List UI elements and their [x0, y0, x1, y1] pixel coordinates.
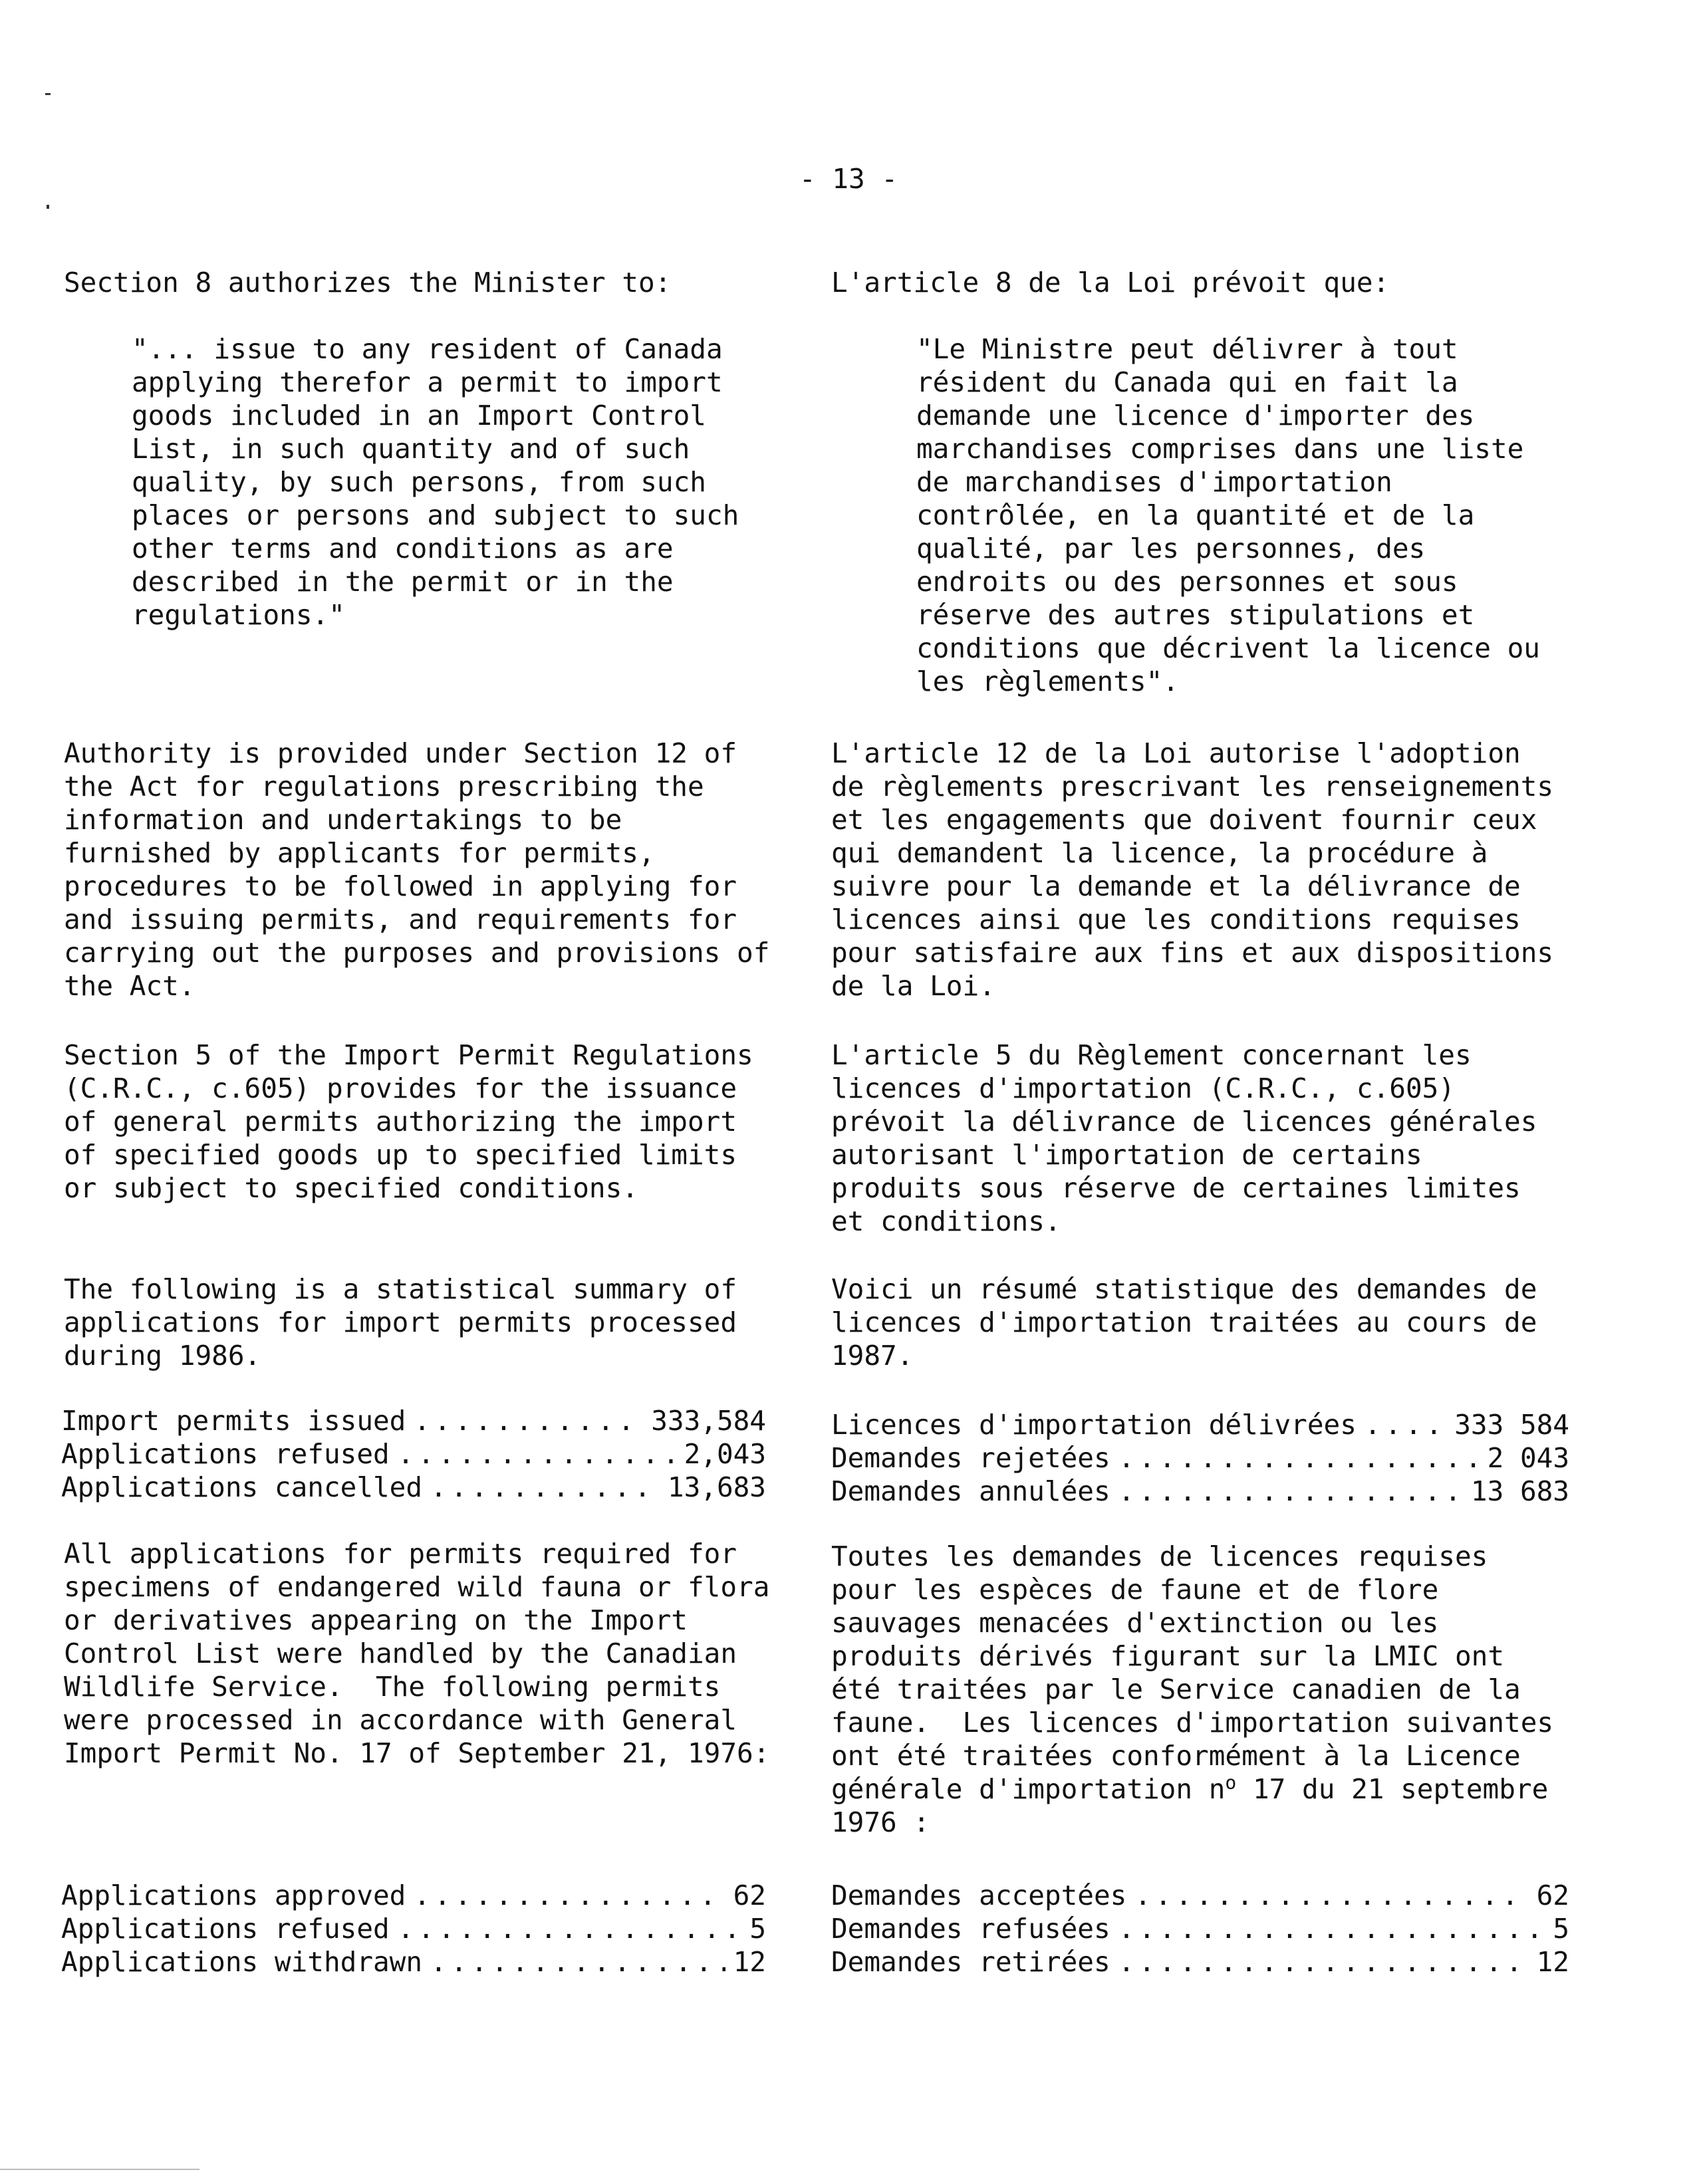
fr-article12-paragraph: L'article 12 de la Loi autorise l'adoption de règlements prescrivant les renseignements et les engagements que doivent fournir ceux qui demandent la licence, la procédure à suivre pour la demande et la délivrance de licences ainsi que les conditions requises pour satisfaire aux fins et aux dispositions de la Loi.	[831, 737, 1554, 1002]
stat-row: Applications refused ..... 2,043	[61, 1437, 766, 1471]
stat-row: Applications refused ..... 5	[61, 1912, 766, 1945]
scan-line	[0, 2169, 199, 2170]
stat-row: Applications withdrawn ..... 12	[61, 1945, 766, 1979]
en-wildlife-paragraph: All applications for permits required for specimens of endangered wild fauna or flora or derivatives appearing on the Import Control List were handled by the Canadian Wildlife Service. The following permits were processed in accordance with General Import Permit No. 17 of September 21, 1976:	[64, 1538, 770, 1769]
stat-row: Import permits issued ..... 333,584	[61, 1404, 766, 1437]
en-section8-quote: "... issue to any resident of Canada applying therefor a permit to import goods included in an Import Control List, in such quantity and of such quality, by such persons, from such places or persons and subject to such other terms and conditions as are described in the permit or in the regulations."	[132, 333, 739, 631]
stat-row: Demandes acceptées ..... 62	[831, 1879, 1569, 1912]
stat-row: Applications approved ..... 62	[61, 1879, 766, 1912]
fr-wildlife-statistics	[831, 1879, 1569, 1979]
stat-row: Demandes refusées ..... 5	[831, 1912, 1569, 1945]
en-summary-paragraph: The following is a statistical summary of applications for import permits processed during 1986.	[64, 1273, 737, 1372]
en-permit-statistics	[61, 1404, 766, 1504]
stat-row: Applications cancelled ..... 13,683	[61, 1471, 766, 1504]
en-section8-intro: Section 8 authorizes the Minister to:	[64, 267, 672, 299]
page-number: - 13 -	[799, 163, 898, 195]
fr-article8-intro: L'article 8 de la Loi prévoit que:	[831, 267, 1390, 299]
scan-speck	[45, 93, 51, 95]
fr-article5-paragraph: L'article 5 du Règlement concernant les licences d'importation (C.R.C., c.605) prévoit la délivrance de licences générales autorisant l'importation de certains produits sous réserve de certaines limites et conditions.	[831, 1039, 1537, 1237]
fr-article8-quote: "Le Ministre peut délivrer à tout résident du Canada qui en fait la demande une licence d'importer des marchandises comprises dans une liste de marchandises d'importation contrôlée, en la quantité et de la qualité, par les personnes, des endroits ou des personnes et sous réserve des autres stipulations et conditions que décrivent la licence ou les règlements".	[916, 333, 1540, 697]
fr-summary-paragraph: Voici un résumé statistique des demandes de licences d'importation traitées au cours de 1987.	[831, 1273, 1537, 1372]
stat-row: Demandes retirées ..... 12	[831, 1945, 1569, 1979]
scan-speck	[47, 205, 49, 209]
stat-row: Demandes annulées ..... 13 683	[831, 1475, 1569, 1508]
fr-wildlife-paragraph: Toutes les demandes de licences requises pour les espèces de faune et de flore sauvages menacées d'extinction ou les produits dérivés figurant sur la LMIC ont été traitées par le Service canadien de la faune. Les licences d'importation suivantes ont été traitées conformément à la Licence générale d'importation $n^o$ 17 du 21 septembre 1976 :	[831, 1540, 1554, 1838]
en-section12-paragraph: Authority is provided under Section 12 of the Act for regulations prescribing the information and undertakings to be furnished by applicants for permits, procedures to be followed in applying for and issuing permits, and requirements for carrying out the purposes and provisions of the Act.	[64, 737, 770, 1002]
stat-row: Demandes rejetées ..... 2 043	[831, 1441, 1569, 1475]
en-wildlife-statistics	[61, 1879, 766, 1979]
fr-permit-statistics	[831, 1408, 1569, 1508]
stat-row: Licences d'importation délivrées ..... 333 584	[831, 1408, 1569, 1441]
en-section5-paragraph: Section 5 of the Import Permit Regulations (C.R.C., c.605) provides for the issuance of general permits authorizing the import of specified goods up to specified limits or subject to specified conditions.	[64, 1039, 753, 1204]
